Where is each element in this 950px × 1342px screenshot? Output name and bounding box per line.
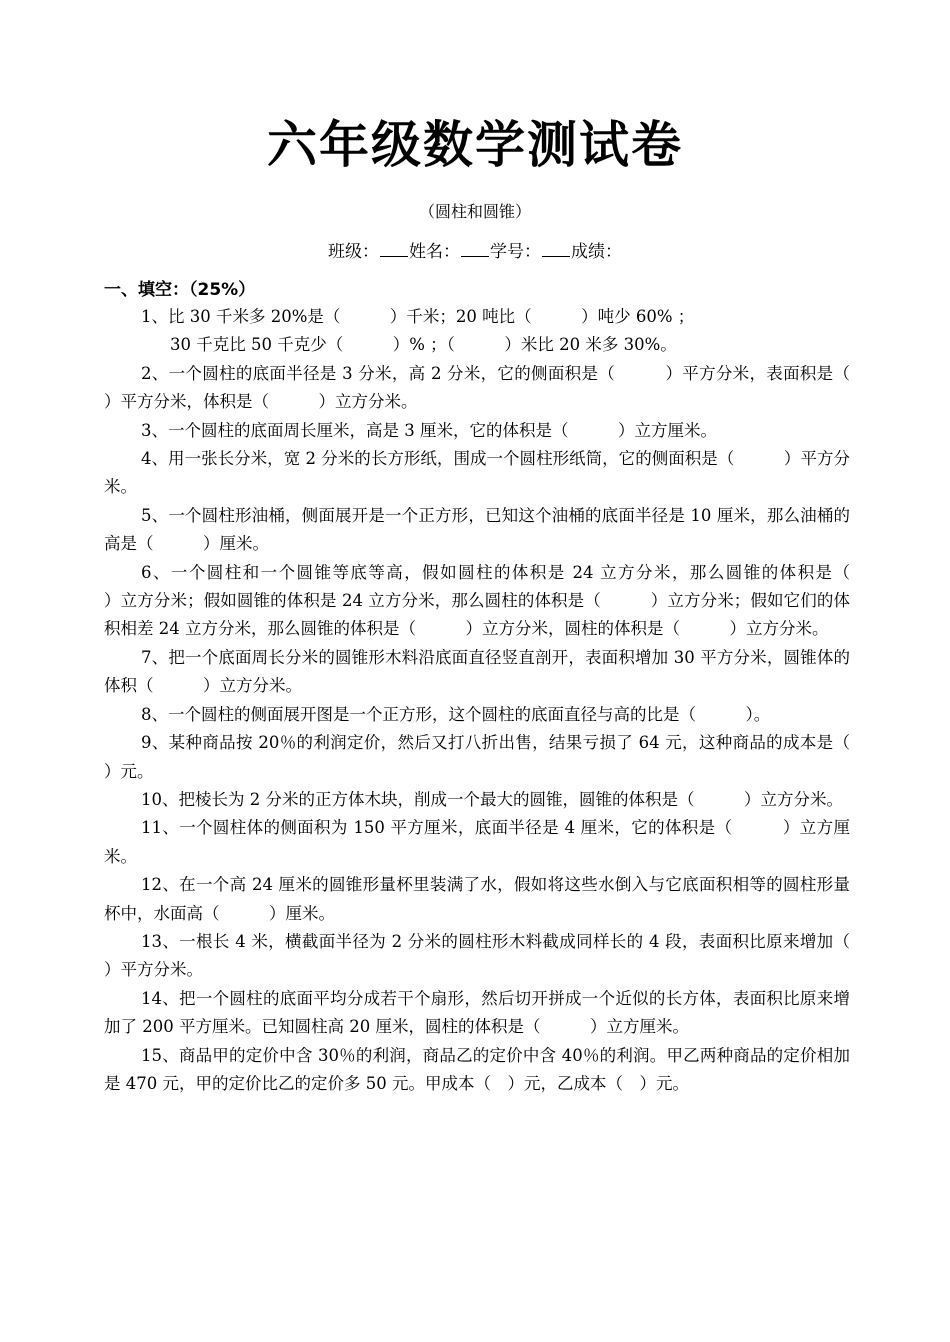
question-11: 11、一个圆柱体的侧面积为 150 平方厘米，底面半径是 4 厘米，它的体积是（ ）立方厘米。 [104,818,850,866]
student-id-label: 学号： [490,242,541,262]
section-heading-fill-in: 一、填空：（25%） [104,280,256,300]
page-title: 六年级数学测试卷 [267,116,683,174]
question-2: 2、一个圆柱的底面半径是 3 分米，高 2 分米，它的侧面积是（ ）平方分米，表面积是（ ）平方分米，体积是（ ）立方分米。 [104,363,900,412]
question-8: 8、一个圆柱的侧面展开图是一个正方形，这个圆柱的底面直径与高的比是（ ）。 [141,704,771,724]
class-blank [380,238,408,257]
question-9: 9、某种商品按 20％的利润定价，然后又打八折出售，结果亏损了 64 元，这种商品的成本是（ ）元。 [104,733,900,781]
question-7: 7、把一个底面周长分米的圆锥形木料沿底面直径竖直剖开，表面积增加 30 平方分米，圆锥体的体积（ ）立方分米。 [104,647,850,696]
score-label: 成绩： [571,242,622,262]
question-12: 12、在一个高 24 厘米的圆锥形量杯里装满了水，假如将这些水倒入与它底面积相等的圆柱形量杯中，水面高（ ）厘米。 [104,875,850,923]
question-1-continued: 30 千克比 50 千克少（ ）% ；（ ）米比 20 米多 30%。 [170,335,677,355]
question-3: 3、一个圆柱的底面周长厘米，高是 3 厘米，它的体积是（ ）立方厘米。 [141,420,717,440]
question-5: 5、一个圆柱形油桶，侧面展开是一个正方形，已知这个油桶的底面半径是 10 厘米，那么油桶的高是（ ）厘米。 [104,505,850,554]
question-10: 10、把棱长为 2 分米的正方体木块，削成一个最大的圆锥，圆锥的体积是（ ）立方分米。 [141,789,843,809]
page-subtitle: （圆柱和圆锥） [418,202,531,221]
name-blank [461,238,489,257]
question-13: 13、一根长 4 米，横截面半径为 2 分米的圆柱形木料截成同样长的 4 段，表面积比原来增加（ ）平方分米。 [104,931,900,980]
student-info-line [0,238,950,265]
question-list [104,303,900,1098]
question-4: 4、用一张长分米，宽 2 分米的长方形纸，围成一个圆柱形纸筒，它的侧面积是（ ）平方分米。 [104,449,850,497]
question-15: 15、商品甲的定价中含 30％的利润，商品乙的定价中含 40％的利润。甲乙两种商品的定价相加是 470 元，甲的定价比乙的定价多 50 元。甲成本（ ）元，乙成本（ ）元。 [104,1045,850,1093]
question-6: 6、一个圆柱和一个圆锥等底等高，假如圆柱的体积是 24 立方分米，那么圆锥的体积是（ ）立方分米；假如圆锥的体积是 24 立方分米，那么圆柱的体积是（ ）立方分米；假如它们的体积相差 24 立方分米，那么圆锥的体积是（ ）立方分米，圆柱的体积是（ ）立方分米。 [104,562,900,639]
class-label: 班级： [328,242,379,262]
student-id-blank [542,238,570,257]
question-14: 14、把一个圆柱的底面平均分成若干个扇形，然后切开拼成一个近似的长方体，表面积比原来增加了 200 平方厘米。已知圆柱高 20 厘米，圆柱的体积是（ ）立方厘米。 [104,988,850,1037]
question-1: 1、比 30 千米多 20%是（ ）千米；20 吨比（ ）吨少 60% ； [141,307,695,326]
name-label: 姓名： [409,242,460,262]
